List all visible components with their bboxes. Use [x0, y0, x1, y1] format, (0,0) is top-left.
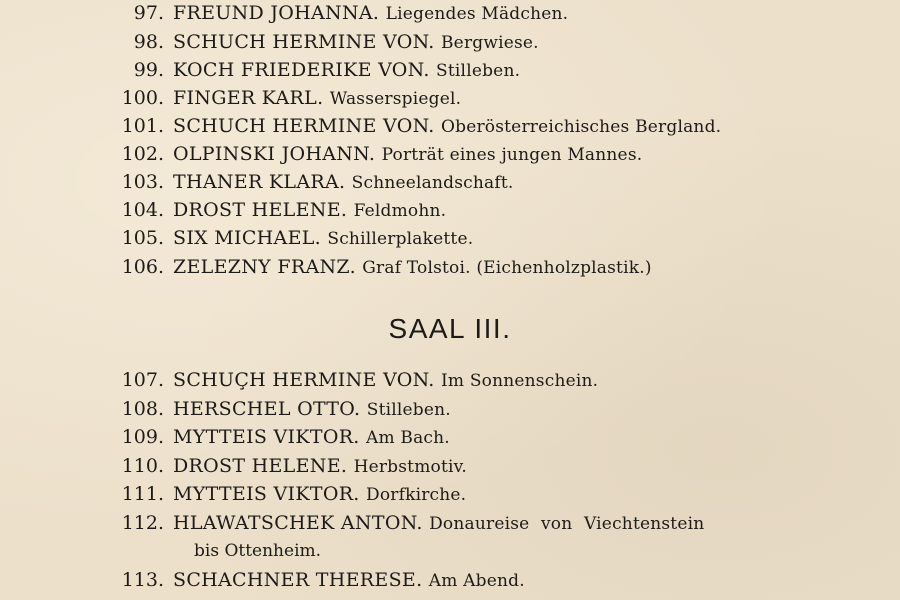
catalogue-entry-106 [0, 253, 900, 281]
entry-line [173, 168, 514, 197]
entry-line [173, 566, 525, 595]
entry-title: Porträt eines jungen Mannes. [381, 145, 643, 165]
entry-number: 110. [121, 455, 164, 477]
catalogue-entry-103 [0, 168, 900, 196]
entry-title: Herbstmotiv. [353, 457, 468, 477]
entry-artist: THANER KLARA. [173, 171, 346, 193]
catalogue-entry-105 [0, 224, 900, 252]
catalogue-entry-108 [0, 395, 900, 423]
entry-artist: HLAWATSCHEK ANTON. [173, 512, 423, 534]
entry-number: 99. [133, 59, 164, 81]
catalogue-entry-100 [0, 84, 900, 112]
entry-title: Stilleben. [436, 61, 521, 81]
catalogue-entry-109 [0, 423, 900, 451]
entry-number: 104. [121, 199, 164, 221]
entry-title: Am Bach. [366, 428, 450, 448]
entry-line [173, 112, 721, 141]
entry-line [173, 56, 520, 85]
entry-artist: DROST HELENE. [173, 455, 348, 477]
entry-line [173, 0, 568, 28]
entry-number: 105. [121, 227, 164, 249]
entry-number: 100. [121, 87, 164, 109]
entry-line [173, 253, 652, 282]
entry-artist: SCHACHNER THERESE. [173, 569, 423, 591]
entry-line [173, 366, 598, 395]
entry-title: Im Sonnenschein. [440, 371, 599, 391]
catalogue-entry-113 [0, 566, 900, 594]
entry-number: 108. [121, 398, 164, 420]
catalogue-entry-112 [0, 509, 900, 537]
entry-line [173, 423, 450, 452]
entry-title: Feldmohn. [353, 201, 447, 221]
entry-artist: SCHUCH HERMINE VON. [173, 31, 435, 53]
entry-line [173, 140, 642, 169]
section-heading: SAAL III. [388, 313, 512, 344]
entry-artist: DROST HELENE. [173, 199, 348, 221]
entry-title: Stilleben. [366, 400, 451, 420]
entry-number: 97. [133, 2, 164, 24]
entry-title-continuation: bis Ottenheim. [194, 541, 322, 561]
entry-artist: KOCH FRIEDERIKE VON. [173, 59, 430, 81]
catalogue-entry-97 [0, 0, 900, 27]
entry-artist: SCHUÇH HERMINE VON. [173, 369, 435, 391]
entry-line [173, 509, 704, 538]
entry-line [173, 84, 461, 113]
entry-title: Donaureise von Viechtenstein [429, 514, 705, 534]
entry-number: 98. [133, 31, 164, 53]
entry-number: 103. [121, 171, 164, 193]
catalogue-entry-107 [0, 366, 900, 394]
entry-artist: SCHUCH HERMINE VON. [173, 115, 435, 137]
entry-title: Schneelandschaft. [351, 173, 514, 193]
entry-title: Am Abend. [428, 571, 525, 591]
entry-title: Liegendes Mädchen. [385, 4, 569, 24]
entry-artist: ZELEZNY FRANZ. [173, 256, 356, 278]
entry-artist: MYTTEIS VIKTOR. [173, 483, 360, 505]
entry-line [173, 395, 451, 424]
catalogue-entry-99 [0, 56, 900, 84]
catalogue-entry-110 [0, 452, 900, 480]
catalogue-entry-101 [0, 112, 900, 140]
entry-number: 109. [121, 426, 164, 448]
entry-line [173, 28, 539, 57]
entry-title: Bergwiese. [440, 33, 539, 53]
entry-artist: HERSCHEL OTTO. [173, 398, 361, 420]
entry-title: Graf Tolstoi. (Eichenholzplastik.) [362, 258, 652, 278]
entry-line [173, 480, 466, 509]
entry-number: 102. [121, 143, 164, 165]
entry-title: Wasserspiegel. [329, 89, 462, 109]
entry-artist: OLPINSKI JOHANN. [173, 143, 376, 165]
entry-line [173, 196, 446, 225]
entry-artist: FINGER KARL. [173, 87, 324, 109]
entry-title: Oberösterreichisches Bergland. [440, 117, 722, 137]
entry-artist: FREUND JOHANNA. [173, 2, 380, 24]
entry-title: Dorfkirche. [366, 485, 467, 505]
entry-artist: SIX MICHAEL. [173, 227, 322, 249]
entry-number: 106. [121, 256, 164, 278]
catalogue-entry-111 [0, 480, 900, 508]
entry-number: 112. [121, 512, 164, 534]
catalogue-entry-102 [0, 140, 900, 168]
entry-number: 107. [121, 369, 164, 391]
entry-title: Schillerplakette. [327, 229, 474, 249]
entry-number: 101. [121, 115, 164, 137]
entry-line [173, 452, 467, 481]
entry-number: 111. [121, 483, 164, 505]
catalogue-entry-98 [0, 28, 900, 56]
entry-number: 113. [121, 569, 164, 591]
entry-artist: MYTTEIS VIKTOR. [173, 426, 360, 448]
entry-line [173, 224, 473, 253]
catalogue-entry-104 [0, 196, 900, 224]
